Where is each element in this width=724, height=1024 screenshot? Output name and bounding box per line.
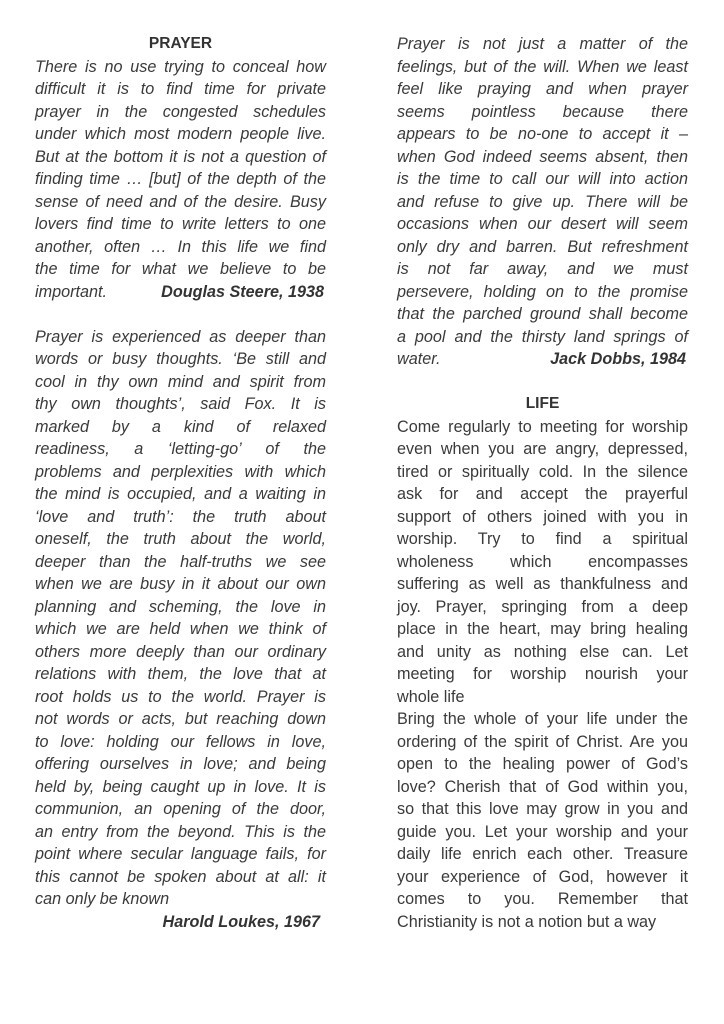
text-line: is not far away, and we must — [397, 260, 688, 278]
text-line: problems and perplexities with which — [35, 462, 326, 481]
text-line: can only be known — [35, 890, 170, 908]
text-line: an entry from the beyond. This is the — [35, 822, 326, 841]
text-line: lovers find time to write letters to one — [35, 215, 326, 233]
quote-harold-loukes — [35, 326, 326, 934]
text-line: readiness, a ‘letting-go’ of the — [35, 440, 326, 458]
text-line: meeting for worship nourish your — [397, 665, 688, 683]
text-line: Prayer is not just a matter of the — [397, 35, 688, 53]
text-line: But at the bottom it is not a question of — [35, 147, 326, 166]
text-line: root holds us to the world. Prayer is — [35, 687, 326, 706]
text-line: tired or spiritually cold. In the silence — [397, 462, 688, 481]
text-line: persevere, holding on to the promise — [397, 282, 688, 301]
text-line: occasions when our desert will seem — [397, 215, 688, 233]
text-line: cool in thy own mind and spirit from — [35, 372, 326, 391]
text-line: is the time to call our will into action — [397, 170, 688, 188]
text-line: daily life enrich each other. Treasure — [397, 845, 688, 863]
text-line: so that this love may grow in you and — [397, 800, 688, 818]
attribution: Douglas Steere, 1938 — [161, 282, 324, 301]
text-line: place in the heart, may bring healing — [397, 620, 688, 638]
text-line: not words or acts, but reaching down — [35, 710, 326, 728]
left-column — [35, 33, 326, 933]
text-line: feel like praying and when prayer — [397, 80, 688, 98]
text-line: feelings, but of the will. When we least — [397, 57, 688, 76]
text-line: to love: holding our fellows in love, — [35, 732, 326, 751]
text-line: offering ourselves in love; and being — [35, 755, 326, 773]
text-line: even when you are angry, depressed, — [397, 440, 688, 458]
text-line: worship. Try to find a spiritual — [397, 530, 688, 548]
attribution: Jack Dobbs, 1984 — [550, 350, 686, 368]
text-line: your experience of God, however it — [397, 867, 688, 886]
text-line: seems pointless because there — [397, 102, 688, 121]
attribution: Harold Loukes, 1967 — [162, 912, 320, 931]
text-line: communion, an opening of the door, — [35, 800, 326, 818]
text-line: and refuse to give up. There will be — [397, 192, 688, 211]
text-line: words or busy thoughts. ‘Be still and — [35, 350, 326, 368]
attribution-line — [397, 348, 688, 371]
text-line: the mind is occupied, and a waiting in — [35, 485, 326, 503]
text-line: when God indeed seems absent, then — [397, 147, 688, 166]
text-line: water. — [397, 350, 441, 368]
text-line: whole life — [397, 687, 465, 706]
text-line: comes to you. Remember that — [397, 890, 688, 908]
text-line: when we are busy in it about our own — [35, 575, 326, 593]
spacer — [397, 371, 688, 394]
text-line: suffering as well as thankfulness and — [397, 575, 688, 593]
text-line: Prayer is experienced as deeper than — [35, 327, 326, 346]
text-line: Bring the whole of your life under the — [397, 710, 688, 728]
text-line: prayer in the congested schedules — [35, 102, 326, 121]
text-line: which we are held when we think of — [35, 620, 326, 638]
attribution-line — [35, 911, 326, 934]
quote-jack-dobbs — [397, 33, 688, 371]
text-line: planning and scheming, the love in — [35, 597, 326, 616]
text-line: finding time … [but] of the depth of the — [35, 170, 326, 188]
text-line: oneself, the truth about the world, — [35, 530, 326, 548]
text-line: held by, being caught up in love. It is — [35, 777, 326, 796]
text-line: love? Cherish that of God within you, — [397, 777, 688, 796]
text-line: only dry and barren. But refreshment — [397, 237, 688, 256]
text-line: the time for what we believe to be — [35, 260, 326, 278]
text-line: ‘love and truth’: the truth about — [35, 507, 326, 526]
text-line: others more deeply than our ordinary — [35, 642, 326, 661]
right-column — [397, 33, 688, 933]
text-line: joy. Prayer, springing from a deep — [397, 597, 688, 616]
text-line: ordering of the spirit of Christ. Are you — [397, 732, 688, 751]
text-line: There is no use trying to conceal how — [35, 57, 326, 76]
text-line: ask for and accept the prayerful — [397, 485, 688, 503]
text-line: relations with them, the love that at — [35, 665, 326, 683]
section-heading-life: LIFE — [525, 395, 560, 412]
paragraph-come-regularly — [397, 416, 688, 709]
text-line: deeper than the half-truths we see — [35, 552, 326, 571]
paragraph-bring-the-whole — [397, 708, 688, 933]
text-line: open to the healing power of God’s — [397, 755, 688, 773]
text-line: another, often … In this life we find — [35, 237, 326, 256]
text-line: wholeness which encompasses — [397, 552, 688, 571]
text-line: difficult it is to find time for private — [35, 80, 326, 98]
text-line: guide you. Let your worship and your — [397, 822, 688, 841]
text-line: appears to be no-one to accept it – — [397, 125, 688, 143]
text-line: under which most modern people live. — [35, 125, 326, 143]
text-line: thy own thoughts’, said Fox. It is — [35, 395, 326, 413]
text-line: this cannot be spoken about at all: it — [35, 867, 326, 886]
text-line: sense of need and of the desire. Busy — [35, 192, 326, 211]
quote-douglas-steere — [35, 56, 326, 304]
text-line: that the parched ground shall become — [397, 305, 688, 323]
text-line: marked by a kind of relaxed — [35, 417, 326, 436]
text-line: point where secular language fails, for — [35, 845, 326, 863]
section-heading-prayer: PRAYER — [148, 35, 213, 52]
text-line: Christianity is not a notion but a way — [397, 912, 657, 931]
spacer — [35, 303, 326, 326]
text-line: support of others joined with you in — [397, 507, 688, 526]
text-line: and unity as nothing else can. Let — [397, 642, 688, 661]
text-line: a pool and the thirsty land springs of — [397, 327, 688, 346]
text-line: important. — [35, 282, 107, 301]
attribution-line — [35, 281, 326, 304]
text-line: Come regularly to meeting for worship — [397, 417, 688, 436]
